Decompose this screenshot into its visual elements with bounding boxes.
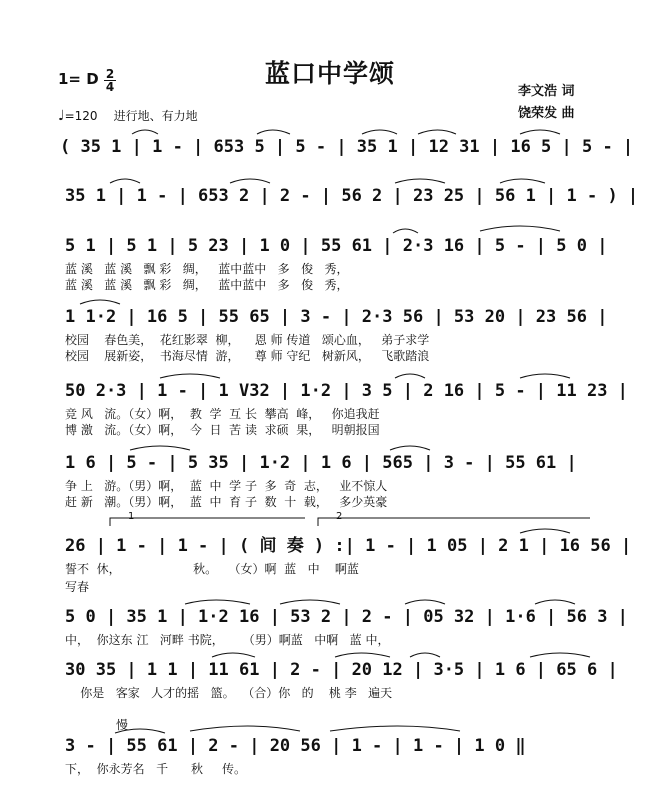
song-title: 蓝口中学颂 (264, 59, 395, 88)
lyrics-line-9-verse-1: 你是 客家 人才的摇 篮。 （合）你 的 桃 李 遍天 (65, 686, 393, 700)
notes-line-6: 1 6 | 5 - | 5 35 | 1·2 | 1 6 | 565 | 3 - | 55 61 | (65, 453, 577, 473)
staff-line-1 (0, 134, 660, 160)
key-signature: 1= D (58, 70, 99, 88)
volta-2-label: 2 (336, 511, 343, 522)
time-signature-bottom: 4 (105, 80, 115, 94)
lyrics-line-4-verse-2: 校园 展新姿， 书海尽情 游， 尊 师 守纪 树新风， 飞歌踏浪 (65, 349, 430, 363)
staff-line-6 (0, 450, 660, 476)
staff-line-9 (0, 657, 660, 683)
lyrics-line-4-verse-1: 校园 春色美， 花红影翠 柳， 恩 师 传道 颂心血， 弟子求学 (65, 333, 430, 347)
lyrics-line-7-verse-1: 誓不 休， 秋。 （女）啊 蓝 中 啊蓝 (65, 562, 359, 576)
lyrics-line-6-verse-2: 赶 新 潮。（男）啊， 蓝 中 育 子 数 十 载， 多少英豪 (65, 495, 388, 509)
lyricist-credit: 李文浩 词 (518, 84, 575, 99)
notes-line-10: 3 - | 55 61 | 2 - | 20 56 | 1 - | 1 - | 1 0 ‖ (65, 736, 526, 756)
notes-line-8: 5 0 | 35 1 | 1·2 16 | 53 2 | 2 - | 05 32 | 1·6 | 56 3 | (65, 607, 628, 627)
volta-1-label: 1 (128, 511, 135, 522)
lyrics-line-10-verse-1: 下， 你永芳名 千 秋 传。 (65, 762, 247, 776)
tempo-value: =120 (64, 109, 98, 123)
staff-line-8 (0, 604, 660, 630)
lyrics-line-7-verse-2: 写春 (65, 580, 90, 594)
notes-line-4: 1 1·2 | 16 5 | 55 65 | 3 - | 2·3 56 | 53 20 | 23 56 | (65, 307, 608, 327)
lyrics-line-3-verse-2: 蓝 溪 蓝 溪 飘 彩 绸， 蓝中蓝中 多 俊 秀， (65, 278, 349, 292)
quarter-note-icon: ♩ (58, 108, 65, 124)
staff-line-2 (0, 183, 660, 209)
expression-marking: 进行地、有力地 (113, 109, 198, 123)
notes-line-5: 50 2·3 | 1 - | 1 V32 | 1·2 | 3 5 | 2 16 | 5 - | 11 23 | (65, 381, 628, 401)
staff-line-3 (0, 233, 660, 259)
staff-line-4 (0, 304, 660, 330)
tempo-change-marking: 慢 (116, 718, 129, 732)
staff-line-5 (0, 378, 660, 404)
lyrics-line-5-verse-1: 竞 风 流。（女）啊， 教 学 互 长 攀高 峰， 你追我赶 (65, 407, 380, 421)
staff-line-7 (0, 533, 660, 559)
notes-line-1: ( 35 1 | 1 - | 653 5 | 5 - | 35 1 | 12 31 | 16 5 | 5 - | (60, 137, 634, 157)
volta-brackets (0, 512, 660, 532)
composer-credit: 饶荣发 曲 (518, 106, 575, 121)
time-signature-top: 2 (105, 67, 115, 81)
notes-line-9: 30 35 | 1 1 | 11 61 | 2 - | 20 12 | 3·5 | 1 6 | 65 6 | (65, 660, 618, 680)
staff-line-10 (0, 733, 660, 759)
notes-line-3: 5 1 | 5 1 | 5 23 | 1 0 | 55 61 | 2·3 16 | 5 - | 5 0 | (65, 236, 608, 256)
time-signature (104, 68, 116, 93)
notes-line-7: 26 | 1 - | 1 - | ( 间 奏 ) :| 1 - | 1 05 | 2 1 | 16 56 | (65, 536, 632, 556)
lyrics-line-5-verse-2: 博 激 流。（女）啊， 今 日 苦 读 求硕 果， 明朝报国 (65, 423, 380, 437)
tempo-marking (58, 107, 198, 124)
notes-line-2: 35 1 | 1 - | 653 2 | 2 - | 56 2 | 23 25 | 56 1 | 1 - ) | (65, 186, 639, 206)
lyrics-line-8-verse-1: 中， 你这东 江 河畔 书院， （男）啊蓝 中啊 蓝 中， (65, 633, 390, 647)
lyrics-line-6-verse-1: 争 上 游。（男）啊， 蓝 中 学 子 多 奇 志， 业不惊人 (65, 479, 388, 493)
lyrics-line-3-verse-1: 蓝 溪 蓝 溪 飘 彩 绸， 蓝中蓝中 多 俊 秀， (65, 262, 349, 276)
